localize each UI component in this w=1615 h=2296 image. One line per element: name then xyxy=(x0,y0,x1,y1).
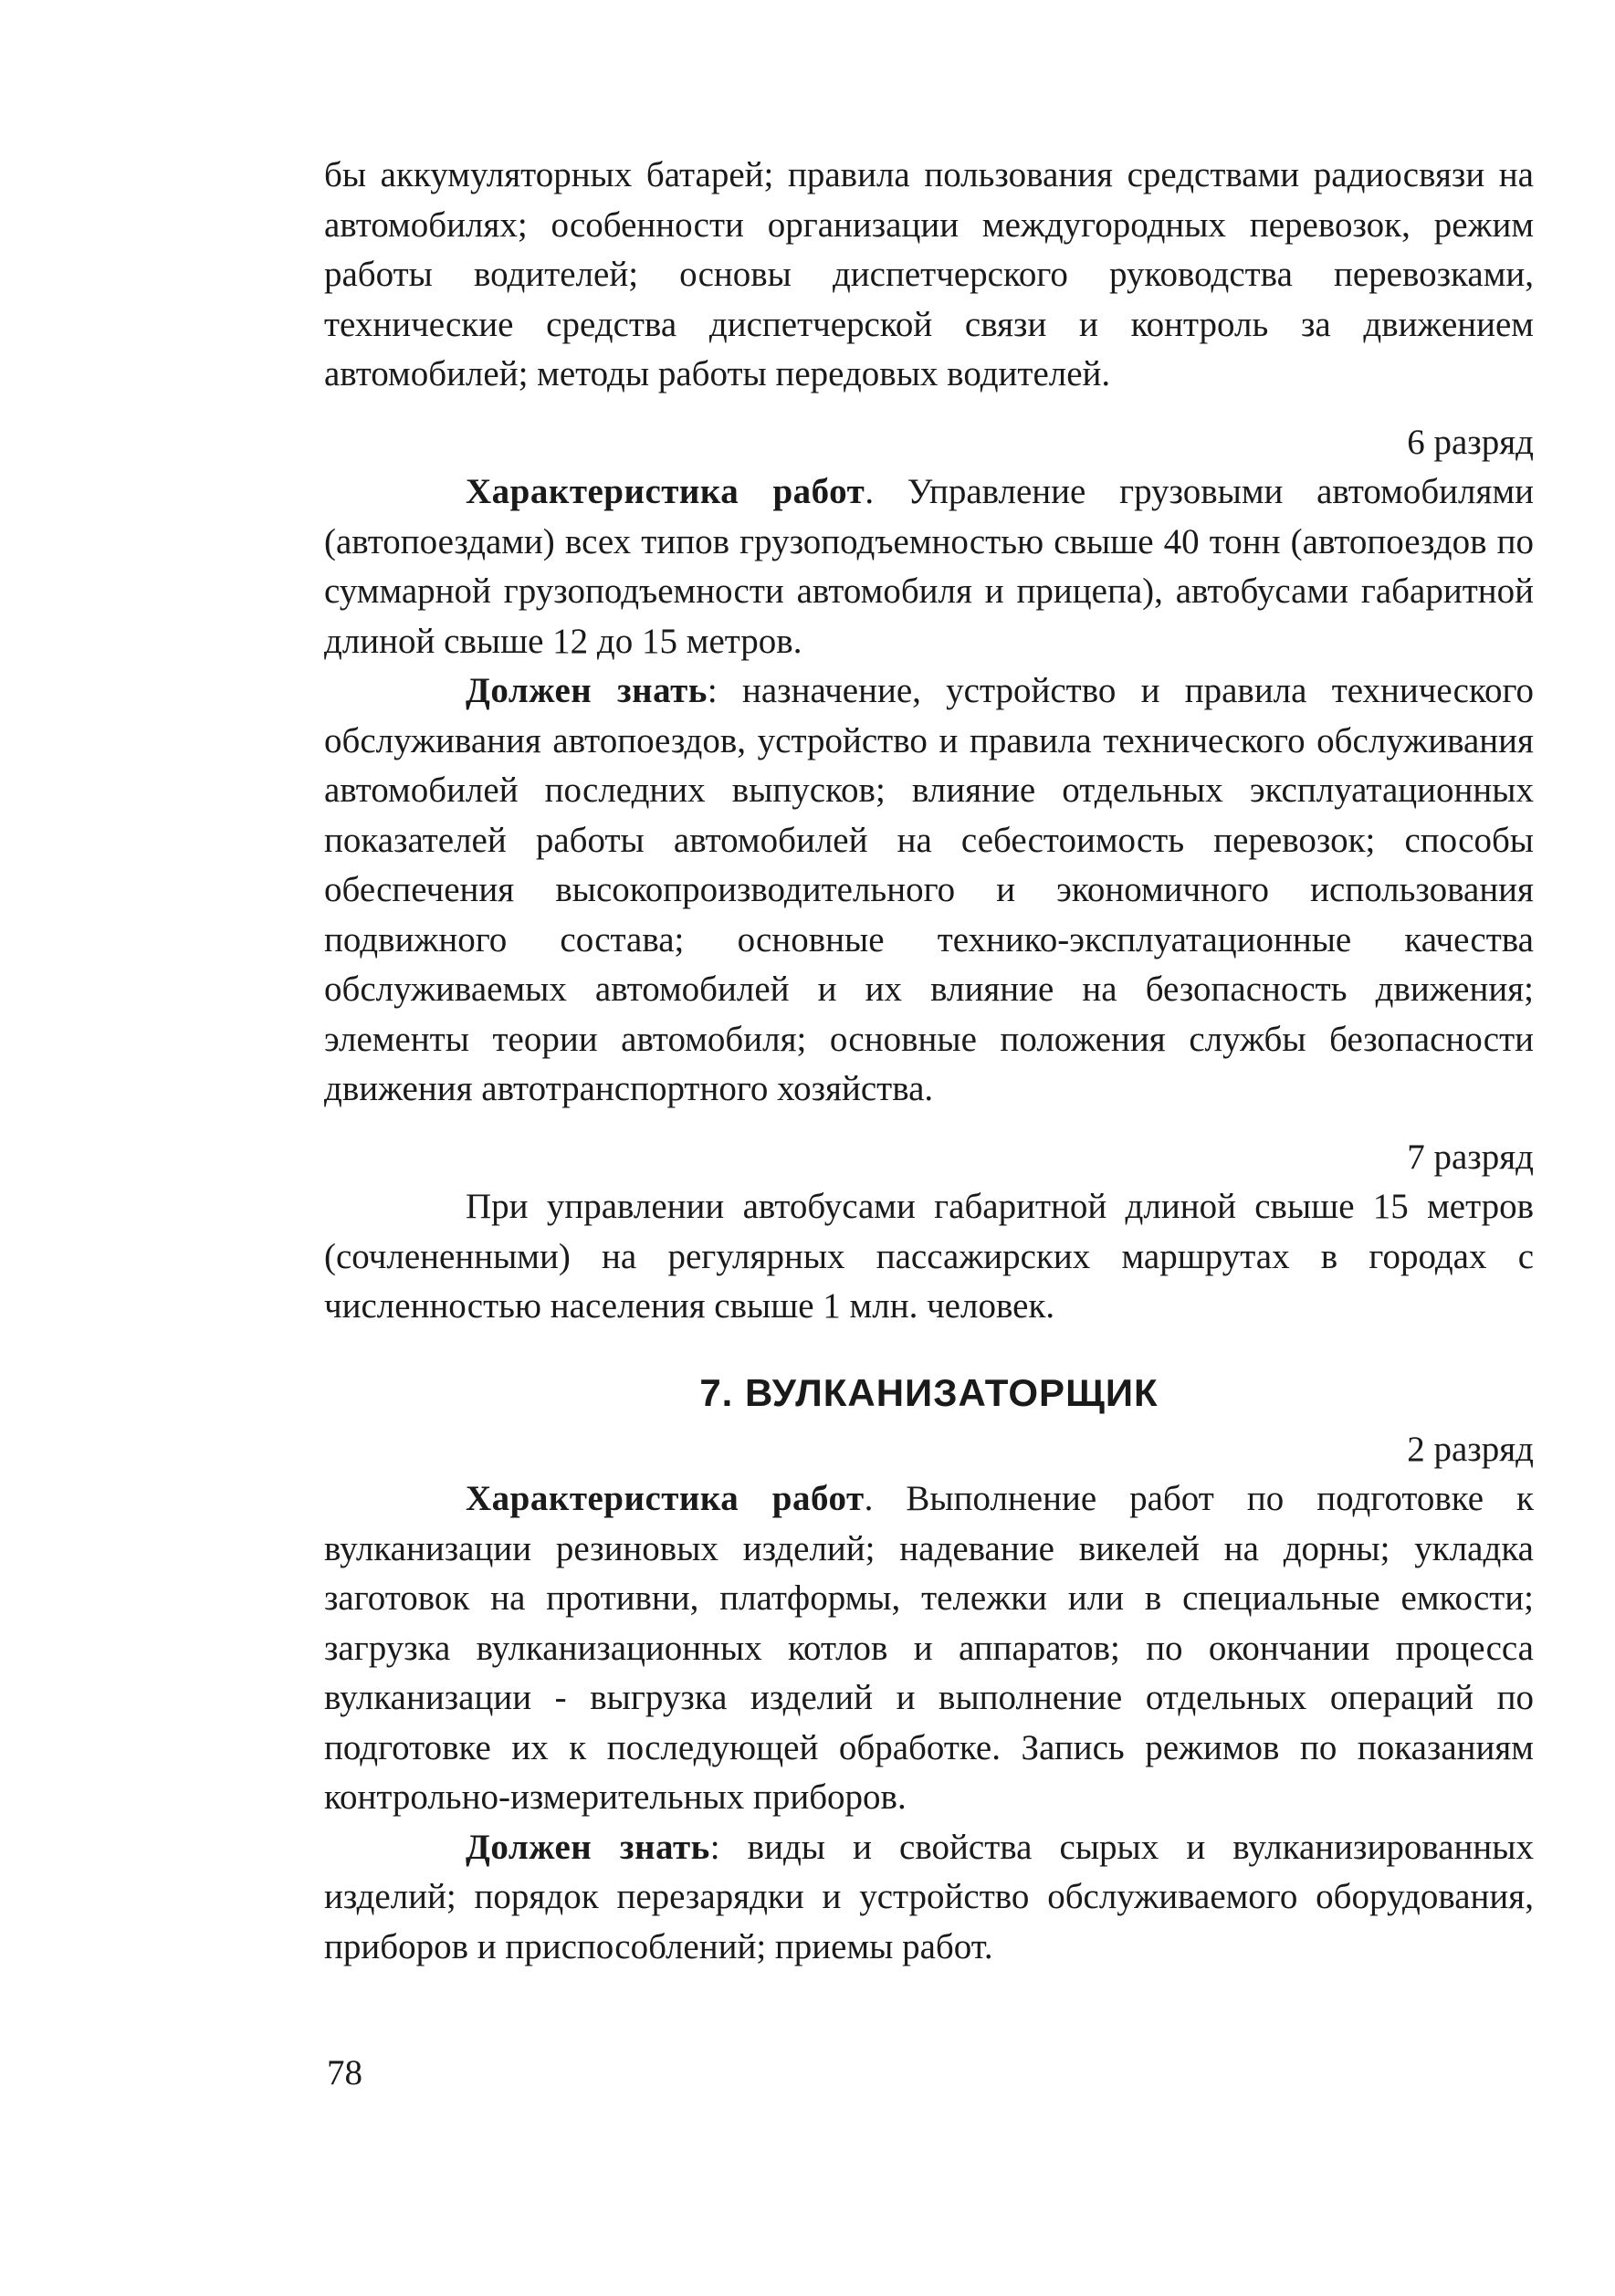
section-grade-2-work-text: . Выполнение работ по подготовке к вулканизации резиновых изделий; надевание викелей на дорны; укладка заготовок на противни, платформы, тележки или в специальные емкости; загрузка вулканизационных котлов и аппаратов; по окончании процесса вулканизации - выгрузка изделий и выполнение отдельных операций по подготовке их к последующей обработке. Запись режимов по показаниям контрольно-измерительных приборов. xyxy=(324,1479,1534,1817)
grade-6-work-paragraph xyxy=(324,467,1534,666)
grade-7-label: 7 разряд xyxy=(1407,1137,1534,1177)
grade-6-know-paragraph xyxy=(324,666,1534,1115)
section-grade-2-know-paragraph xyxy=(324,1823,1534,1973)
section-grade-2-know-lead: Должен знать xyxy=(466,1827,710,1867)
grade-6-work-text: . Управление грузовыми автомобилями (автопоездами) всех типов грузоподъемностью свыше 40 тонн (автопоездов по суммарной грузоподъемности автомобиля и прицепа), автобусами габаритной длиной свыше 12 до 15 метров. xyxy=(324,472,1534,661)
section-grade-2-label: 2 разряд xyxy=(1407,1429,1534,1469)
grade-6-know-text: : назначение, устройство и правила технического обслуживания автопоездов, устройство и правила технического обслуживания автомобилей последних выпусков; влияние отдельных эксплуатационных показателей работы автомобилей на себестоимость перевозок; способы обеспечения высокопроизводительного и экономичного использования подвижного состава; основные технико-эксплуатационные качества обслуживаемых автомобилей и их влияние на безопасность движения; элементы теории автомобиля; основные положения службы безопасности движения автотранспортного хозяйства. xyxy=(324,671,1534,1108)
grade-6-know-lead: Должен знать xyxy=(466,671,708,710)
section-grade-2-work-lead: Характеристика работ xyxy=(466,1479,865,1518)
grade-7-paragraph: При управлении автобусами габаритной длиной свыше 15 метров (сочлененными) на регулярных пассажирских маршрутах в городах с численностью населения свыше 1 млн. человек. xyxy=(324,1187,1534,1326)
continuation-paragraph: бы аккумуляторных батарей; правила пользования средствами радиосвязи на автомобилях; особенности организации междугородных перевозок, режим работы водителей; основы диспетчерского руководства перевозками, технические средства диспетчерской связи и контроль за движением автомобилей; методы работы передовых водителей. xyxy=(324,155,1534,393)
page-number: 78 xyxy=(327,2053,362,2092)
grade-6-label: 6 разряд xyxy=(1407,422,1534,462)
section-title: 7. ВУЛКАНИЗАТОРЩИК xyxy=(699,1370,1159,1414)
grade-6-work-lead: Характеристика работ xyxy=(466,472,865,511)
section-grade-2-work-paragraph xyxy=(324,1474,1534,1823)
section-grade-2-know-text: : виды и свойства сырых и вулканизированных изделий; порядок перезарядки и устройство обслуживаемого оборудования, приборов и приспособлений; приемы работ. xyxy=(324,1827,1534,1966)
page-content xyxy=(324,151,1534,1972)
